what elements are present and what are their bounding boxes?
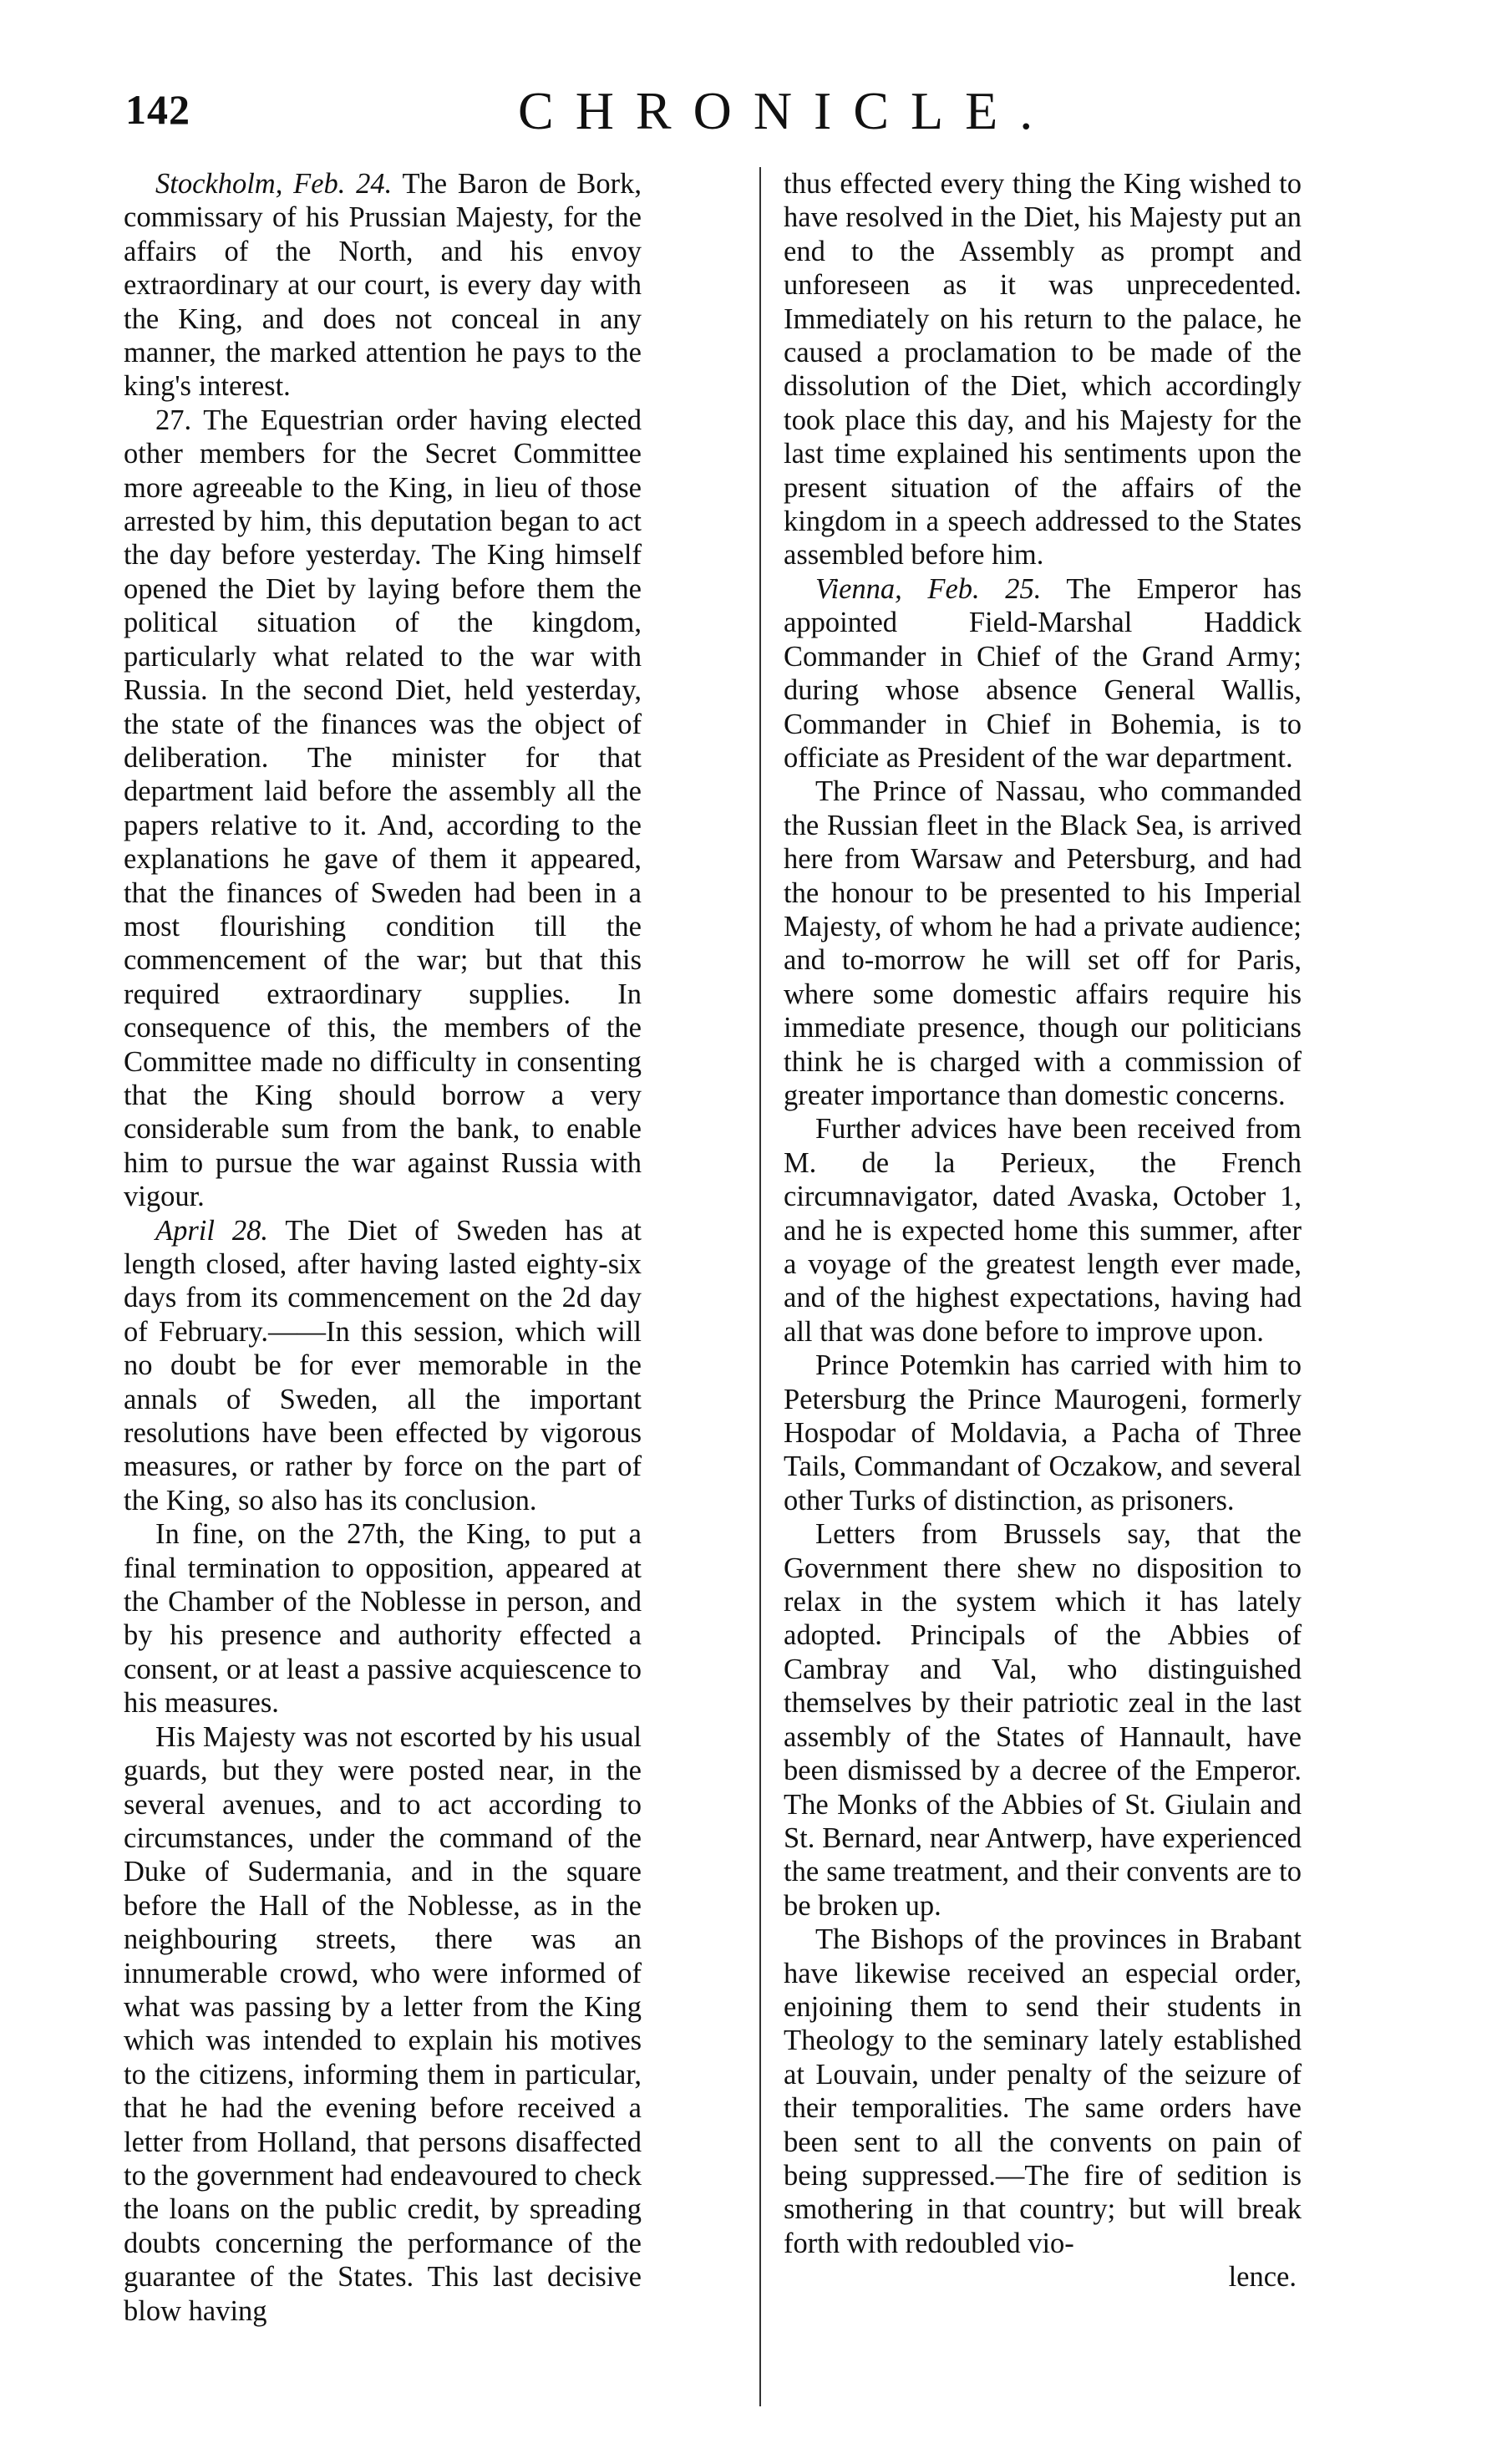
paragraph bbox=[124, 167, 642, 404]
paragraph-text: In fine, on the 27th, the King, to put a final termination to opposition, appeared at the Chamber of the Noblesse in person, and by his presence and authority effected a consent, or at least a passive acquiescence to his measures. bbox=[124, 1518, 642, 1720]
paragraph-text: The Baron de Bork, commissary of his Prussian Majesty, for the affairs of the North, and his envoy extraordinary at our court, is every day with the King, and does not conceal in any manner, the marked attention he pays to the king's interest. bbox=[124, 168, 642, 403]
paragraph-text: Letters from Brussels say, that the Government there shew no disposition to relax in the system which it has lately adopted. Principals of the Abbies of Cambray and Val, who distinguished themselves by their patriotic zeal in the last assembly of the States of Hannault, have been dismissed by a decree of the Emperor. The Monks of the Abbies of St. Giulain and St. Bernard, near Antwerp, have experienced the same treatment, and their convents are to be broken up. bbox=[784, 1518, 1302, 1922]
dateline: 27. bbox=[155, 404, 192, 436]
dateline: Stockholm, Feb. 24. bbox=[155, 168, 393, 200]
page-number: 142 bbox=[125, 86, 190, 133]
paragraph-text: Prince Potemkin has carried with him to Petersburg the Prince Maurogeni, formerly Hospodar of Moldavia, a Pacha of Three Tails, Commandant of Oczakow, and several other Turks of distinction, as prisoners. bbox=[784, 1349, 1302, 1517]
paragraph bbox=[124, 1517, 642, 1720]
paragraph-text: The Bishops of the provinces in Brabant have likewise received an especial order, enjoining them to send their students in Theology to the seminary lately established at Louvain, under penalty of the seizure of their temporalities. The same orders have been sent to all the convents on pain of being suppressed.—The fire of sedition is smothering in that country; but will break forth with redoubled vio- bbox=[784, 1923, 1302, 2259]
page-header bbox=[125, 80, 1403, 147]
left-column bbox=[124, 167, 642, 2328]
paragraph bbox=[784, 1517, 1302, 1923]
paragraph bbox=[784, 1923, 1302, 2260]
dateline: April 28. bbox=[155, 1214, 269, 1247]
running-title: CHRONICLE. bbox=[518, 81, 1055, 140]
paragraph-text: His Majesty was not escorted by his usual guards, but they were posted near, in the several avenues, and to act according to circumstances, under the command of the Duke of Sudermania, and in the square before the Hall of the Noblesse, as in the neighbouring streets, there was an innumerable crowd, who were informed of what was passing by a letter from the King which was intended to explain his motives to the citizens, informing them in particular, that he had the evening before received a letter from Holland, that persons disaffected to the government had endeavoured to check the loans on the public credit, by spreading doubts concerning the performance of the guarantee of the States. This last decisive blow having bbox=[124, 1720, 642, 2327]
paragraph-text: The Emperor has appointed Field-Marshal Haddick Commander in Chief of the Grand Army; during whose absence General Wallis, Commander in Chief in Bohemia, is to officiate as President of the war department. bbox=[784, 572, 1302, 774]
right-column bbox=[784, 167, 1302, 2294]
dateline: Vienna, Feb. 25. bbox=[815, 572, 1042, 605]
paragraph-text: The Equestrian order having elected other members for the Secret Committee more agreeable to the King, in lieu of those arrested by him, this deputation began to act the day before yesterday. The King himself opened the Diet by laying before them the political situation of the kingdom, particularly what related to the war with Russia. In the second Diet, held yesterday, the state of the finances was the object of deliberation. The minister for that department laid before the assembly all the papers relative to it. And, according to the explanations he gave of them it appeared, that the finances of Sweden had been in a most flourishing condition till the commencement of the war; but that this required extraordinary supplies. In consequence of this, the members of the Committee made no difficulty in consenting that the King should borrow a very considerable sum from the bank, to enable him to pursue the war against Russia with vigour. bbox=[124, 404, 642, 1213]
paragraph bbox=[784, 572, 1302, 775]
paragraph bbox=[124, 404, 642, 1214]
catchword: lence. bbox=[1228, 2261, 1297, 2294]
paragraph bbox=[784, 1349, 1302, 1517]
paragraph bbox=[784, 1112, 1302, 1349]
paragraph-text: thus effected every thing the King wished to have resolved in the Diet, his Majesty put an end to the Assembly as prompt and unforeseen as it was unprecedented. Immediately on his return to the palace, he caused a proclamation to be made of the dissolution of the Diet, which accordingly took place this day, and his Majesty for the last time explained his sentiments upon the present situation of the affairs of the kingdom in a speech addressed to the States assembled before him. bbox=[784, 168, 1302, 572]
paragraph bbox=[124, 1214, 642, 1518]
paragraph-text: The Prince of Nassau, who commanded the Russian fleet in the Black Sea, is arrived here from Warsaw and Petersburg, and had the honour to be presented to his Imperial Majesty, of whom he had a private audience; and to-morrow he will set off for Paris, where some domestic affairs require his immediate presence, though our politicians think he is charged with a commission of greater importance than domestic concerns. bbox=[784, 775, 1302, 1111]
paragraph bbox=[784, 167, 1302, 572]
paragraph bbox=[784, 775, 1302, 1112]
paragraph-text: The Diet of Sweden has at length closed, after having lasted eighty-six days from its commencement on the 2d day of February.——In this session, which will no doubt be for ever memorable in the annals of Sweden, all the important resolutions have been effected by vigorous measures, or rather by force on the part of the King, so also has its conclusion. bbox=[124, 1214, 642, 1517]
paragraph bbox=[124, 1720, 642, 2328]
paragraph-text: Further advices have been received from M. de la Perieux, the French circumnavigator, dated Avaska, October 1, and he is expected home this summer, after a voyage of the greatest length ever made, and of the highest expectations, having had all that was done before to improve upon. bbox=[784, 1113, 1302, 1348]
column-divider bbox=[759, 167, 761, 2406]
